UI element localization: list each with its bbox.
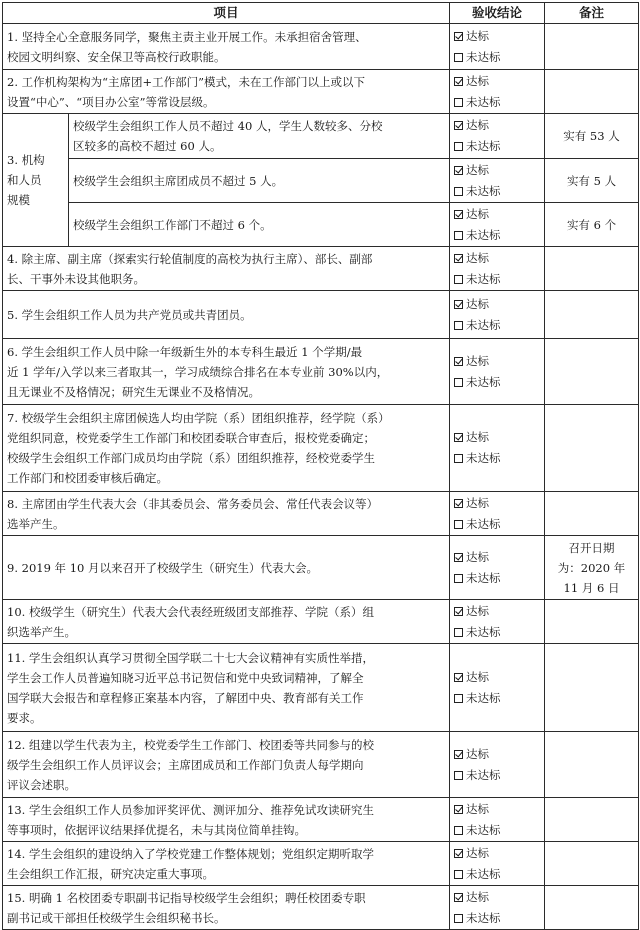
checkbox-checked-icon[interactable]	[454, 750, 463, 759]
checkbox-checked-icon[interactable]	[454, 32, 463, 41]
table-row	[3, 600, 639, 644]
checkbox-checked-icon[interactable]	[454, 499, 463, 508]
item-text-line: 2. 工作机构架构为“主席团+工作部门”模式，未在工作部门以上或以下	[7, 74, 366, 89]
category-cell	[3, 114, 69, 247]
conclusion-cell	[450, 114, 545, 159]
option-label: 达标	[466, 549, 490, 564]
checkbox-checked-icon[interactable]	[454, 210, 463, 219]
conclusion-cell	[450, 798, 545, 842]
option-label: 达标	[466, 845, 490, 860]
category-line: 规模	[7, 193, 30, 207]
checkbox-empty-icon[interactable]	[454, 914, 463, 923]
remark-text: 实有 53 人	[563, 129, 620, 143]
option-label: 未达标	[466, 910, 501, 925]
checkbox-empty-icon[interactable]	[454, 520, 463, 529]
checkbox-checked-icon[interactable]	[454, 433, 463, 442]
option-fail[interactable]	[454, 372, 540, 393]
item-text-line: 织选举产生。	[7, 624, 76, 639]
option-label: 达标	[466, 353, 490, 368]
option-label: 未达标	[466, 570, 501, 585]
conclusion-cell	[450, 339, 545, 405]
option-pass[interactable]	[454, 493, 540, 514]
option-label: 达标	[466, 296, 490, 311]
remark-cell	[545, 600, 639, 644]
conclusion-cell	[450, 203, 545, 247]
item-text-line: 5. 学生会组织工作人员为共产党员或共青团员。	[7, 307, 252, 322]
item-cell	[3, 70, 450, 114]
option-label: 达标	[466, 746, 490, 761]
remark-text: 11 月 6 日	[563, 580, 620, 595]
option-label: 未达标	[466, 822, 501, 837]
item-text-line: 9. 2019 年 10 月以来召开了校级学生（研究生）代表大会。	[7, 560, 318, 575]
remark-text: 召开日期	[568, 540, 615, 555]
option-pass[interactable]	[454, 248, 540, 269]
conclusion-cell	[450, 644, 545, 732]
item-text-line: 长、干事外未设其他职务。	[7, 271, 145, 286]
conclusion-cell	[450, 405, 545, 492]
option-label: 未达标	[466, 49, 501, 64]
checkbox-checked-icon[interactable]	[454, 77, 463, 86]
option-label: 未达标	[466, 374, 501, 389]
option-fail[interactable]	[454, 47, 540, 68]
item-text-line: 要求。	[7, 710, 42, 725]
table-row	[3, 405, 639, 492]
option-label: 达标	[466, 73, 490, 88]
table-row	[3, 247, 639, 291]
option-label: 达标	[466, 603, 490, 618]
table-row	[3, 886, 639, 930]
conclusion-cell	[450, 24, 545, 70]
option-label: 未达标	[466, 451, 501, 465]
remark-cell	[545, 291, 639, 339]
item-cell	[3, 24, 450, 70]
option-label: 达标	[466, 495, 490, 510]
remark-cell	[545, 842, 639, 886]
option-pass[interactable]	[454, 744, 540, 765]
item-text-line: 12. 组建以学生代表为主，校党委学生工作部门、校团委等共同参与的校	[7, 737, 374, 752]
table-row	[3, 159, 639, 203]
option-fail[interactable]	[454, 820, 540, 841]
remark-cell	[545, 405, 639, 492]
item-cell	[69, 159, 450, 203]
table-row	[3, 114, 639, 159]
remark-cell	[545, 536, 639, 600]
checkbox-empty-icon[interactable]	[454, 574, 463, 583]
checkbox-checked-icon[interactable]	[454, 254, 463, 263]
option-label: 达标	[466, 206, 490, 221]
checkbox-empty-icon[interactable]	[454, 275, 463, 284]
checkbox-empty-icon[interactable]	[454, 53, 463, 62]
item-text-line: 校级学生会组织工作部门成员均由学院（系）团组织推荐，经校党委学生	[7, 451, 375, 465]
remark-cell	[545, 492, 639, 536]
item-cell	[69, 203, 450, 247]
remark-cell	[545, 159, 639, 203]
conclusion-cell	[450, 70, 545, 114]
checkbox-checked-icon[interactable]	[454, 893, 463, 902]
option-pass[interactable]	[454, 71, 540, 92]
item-text-line: 6. 学生会组织工作人员中除一年级新生外的本专科生最近 1 个学期/最	[7, 344, 363, 359]
item-text-line: 且无课业不及格情况；研究生无课业不及格情况。	[7, 384, 260, 399]
option-label: 达标	[466, 669, 490, 684]
conclusion-cell	[450, 247, 545, 291]
option-pass[interactable]	[454, 204, 540, 225]
conclusion-cell	[450, 842, 545, 886]
option-label: 未达标	[466, 624, 501, 639]
item-text-line: 工作部门和校团委审核后确定。	[7, 471, 168, 485]
header-item: 项目	[3, 3, 450, 24]
option-fail[interactable]	[454, 225, 540, 246]
option-label: 未达标	[466, 516, 501, 531]
option-label: 未达标	[466, 690, 501, 705]
item-cell	[3, 247, 450, 291]
table-row	[3, 70, 639, 114]
table-row	[3, 291, 639, 339]
checkbox-empty-icon[interactable]	[454, 378, 463, 387]
checkbox-empty-icon[interactable]	[454, 870, 463, 879]
remark-cell	[545, 886, 639, 930]
option-pass[interactable]	[454, 427, 540, 448]
checkbox-checked-icon[interactable]	[454, 121, 463, 130]
item-text-line: 区较多的高校不超过 60 人。	[73, 139, 222, 153]
remark-cell	[545, 114, 639, 159]
remark-cell	[545, 70, 639, 114]
option-label: 未达标	[466, 139, 501, 153]
table-row	[3, 203, 639, 247]
checkbox-checked-icon[interactable]	[454, 607, 463, 616]
item-text-line: 国学联大会报告和章程修正案基本内容，了解团中央、教育部有关工作	[7, 690, 364, 705]
item-cell	[3, 644, 450, 732]
option-fail[interactable]	[454, 568, 540, 589]
table-row	[3, 536, 639, 600]
remark-text: 实有 6 个	[566, 217, 617, 232]
header-conclusion: 验收结论	[450, 3, 545, 24]
item-text-line: 13. 学生会组织工作人员参加评奖评优、测评加分、推荐免试攻读研究生	[7, 802, 374, 817]
checkbox-empty-icon[interactable]	[454, 628, 463, 637]
checkbox-empty-icon[interactable]	[454, 826, 463, 835]
remark-cell	[545, 798, 639, 842]
table-row	[3, 842, 639, 886]
option-label: 达标	[466, 28, 490, 43]
item-text-line: 校园文明纠察、安全保卫等高校行政职能。	[7, 49, 226, 64]
item-text-line: 学生会工作人员普遍知晓习近平总书记贺信和党中央致词精神，了解全	[7, 670, 364, 685]
option-pass[interactable]	[454, 799, 540, 820]
item-text-line: 15. 明确 1 名校团委专职副书记指导校级学生会组织；聘任校团委专职	[7, 890, 366, 905]
table-row	[3, 24, 639, 70]
option-fail[interactable]	[454, 688, 540, 709]
table-row	[3, 732, 639, 798]
option-pass[interactable]	[454, 351, 540, 372]
item-cell	[3, 732, 450, 798]
option-fail[interactable]	[454, 765, 540, 786]
acceptance-checklist-table	[2, 2, 639, 930]
checkbox-empty-icon[interactable]	[454, 142, 463, 151]
table-header-row	[3, 3, 639, 24]
item-text-line: 10. 校级学生（研究生）代表大会代表经班级团支部推荐、学院（系）组	[7, 604, 374, 619]
option-pass[interactable]	[454, 294, 540, 315]
option-label: 未达标	[466, 227, 501, 242]
table-row	[3, 798, 639, 842]
item-text-line: 8. 主席团由学生代表大会（非其委员会、常务委员会、常任代表会议等）	[7, 496, 379, 511]
header-remark: 备注	[545, 3, 639, 24]
option-pass[interactable]	[454, 667, 540, 688]
item-cell	[3, 291, 450, 339]
item-text-line: 级学生会组织工作人员评议会；主席团成员和工作部门负责人每学期向	[7, 757, 364, 772]
conclusion-cell	[450, 159, 545, 203]
remark-cell	[545, 247, 639, 291]
category-line: 3. 机构	[7, 153, 45, 167]
option-pass[interactable]	[454, 547, 540, 568]
item-cell	[69, 114, 450, 159]
option-fail[interactable]	[454, 269, 540, 290]
checkbox-checked-icon[interactable]	[454, 849, 463, 858]
option-pass[interactable]	[454, 601, 540, 622]
remark-text: 实有 5 人	[566, 173, 617, 188]
item-text-line: 副书记或干部担任校级学生会组织秘书长。	[7, 910, 226, 925]
option-label: 达标	[466, 430, 490, 444]
item-text-line: 等事项时，依据评议结果择优提名，未与其岗位简单挂钩。	[7, 822, 306, 837]
item-text-line: 校级学生会组织工作部门不超过 6 个。	[73, 217, 272, 232]
checkbox-checked-icon[interactable]	[454, 300, 463, 309]
option-fail[interactable]	[454, 181, 540, 202]
option-pass[interactable]	[454, 887, 540, 908]
remark-text: 为：2020 年	[557, 560, 626, 575]
item-text-line: 近 1 学年/入学以来三者取其一，学习成绩综合排名在本专业前 30%以内，	[7, 364, 389, 379]
option-fail[interactable]	[454, 908, 540, 929]
item-text-line: 设置“中心”、“项目办公室”等常设层级。	[7, 94, 215, 109]
option-fail[interactable]	[454, 315, 540, 336]
checkbox-empty-icon[interactable]	[454, 694, 463, 703]
item-cell	[3, 886, 450, 930]
item-text-line: 11. 学生会组织认真学习贯彻全国学联二十七大会议精神有实质性举措，	[7, 650, 374, 665]
option-fail[interactable]	[454, 514, 540, 535]
conclusion-cell	[450, 536, 545, 600]
option-label: 达标	[466, 118, 490, 132]
remark-cell	[545, 644, 639, 732]
item-cell	[3, 600, 450, 644]
option-pass[interactable]	[454, 26, 540, 47]
option-label: 未达标	[466, 94, 501, 109]
remark-cell	[545, 339, 639, 405]
option-fail[interactable]	[454, 622, 540, 643]
item-text-line: 选举产生。	[7, 516, 65, 531]
checkbox-empty-icon[interactable]	[454, 231, 463, 240]
item-text-line: 校级学生会组织工作人员不超过 40 人，学生人数较多、分校	[73, 119, 383, 133]
option-pass[interactable]	[454, 843, 540, 864]
option-label: 未达标	[466, 767, 501, 782]
option-label: 未达标	[466, 317, 501, 332]
checkbox-empty-icon[interactable]	[454, 321, 463, 330]
option-label: 未达标	[466, 866, 501, 881]
item-cell	[3, 339, 450, 405]
checkbox-checked-icon[interactable]	[454, 673, 463, 682]
remark-cell	[545, 203, 639, 247]
option-fail[interactable]	[454, 864, 540, 885]
checkbox-checked-icon[interactable]	[454, 805, 463, 814]
conclusion-cell	[450, 886, 545, 930]
item-cell	[3, 842, 450, 886]
item-text-line: 14. 学生会组织的建设纳入了学校党建工作整体规划；党组织定期听取学	[7, 846, 374, 861]
item-cell	[3, 492, 450, 536]
conclusion-cell	[450, 600, 545, 644]
conclusion-cell	[450, 732, 545, 798]
checkbox-checked-icon[interactable]	[454, 553, 463, 562]
option-label: 未达标	[466, 271, 501, 286]
option-fail[interactable]	[454, 92, 540, 113]
category-line: 和人员	[7, 173, 42, 187]
remark-cell	[545, 732, 639, 798]
option-fail[interactable]	[454, 136, 540, 157]
item-cell	[3, 405, 450, 492]
checkbox-checked-icon[interactable]	[454, 166, 463, 175]
checkbox-empty-icon[interactable]	[454, 98, 463, 107]
option-pass[interactable]	[454, 160, 540, 181]
item-text-line: 7. 校级学生会组织主席团候选人均由学院（系）团组织推荐，经学院（系）	[7, 411, 390, 425]
item-text-line: 校级学生会组织主席团成员不超过 5 人。	[73, 173, 284, 188]
option-label: 达标	[466, 250, 490, 265]
checkbox-empty-icon[interactable]	[454, 771, 463, 780]
table-row	[3, 644, 639, 732]
conclusion-cell	[450, 291, 545, 339]
option-pass[interactable]	[454, 115, 540, 136]
checkbox-empty-icon[interactable]	[454, 454, 463, 463]
conclusion-cell	[450, 492, 545, 536]
item-text-line: 生会组织工作汇报，研究决定重大事项。	[7, 866, 214, 881]
item-cell	[3, 798, 450, 842]
item-text-line: 党组织同意，校党委学生工作部门和校团委联合审查后，报校党委确定；	[7, 431, 375, 445]
option-fail[interactable]	[454, 448, 540, 469]
option-label: 达标	[466, 889, 490, 904]
option-label: 达标	[466, 801, 490, 816]
table-row	[3, 339, 639, 405]
item-text-line: 评议会述职。	[7, 777, 76, 792]
option-label: 达标	[466, 162, 490, 177]
remark-cell	[545, 24, 639, 70]
item-text-line: 1. 坚持全心全意服务同学，聚焦主责主业开展工作。未承担宿舍管理、	[7, 29, 367, 44]
item-cell	[3, 536, 450, 600]
table-row	[3, 492, 639, 536]
option-label: 未达标	[466, 183, 501, 198]
item-text-line: 4. 除主席、副主席（探索实行轮值制度的高校为执行主席）、部长、副部	[7, 251, 373, 266]
checkbox-empty-icon[interactable]	[454, 187, 463, 196]
checkbox-checked-icon[interactable]	[454, 357, 463, 366]
